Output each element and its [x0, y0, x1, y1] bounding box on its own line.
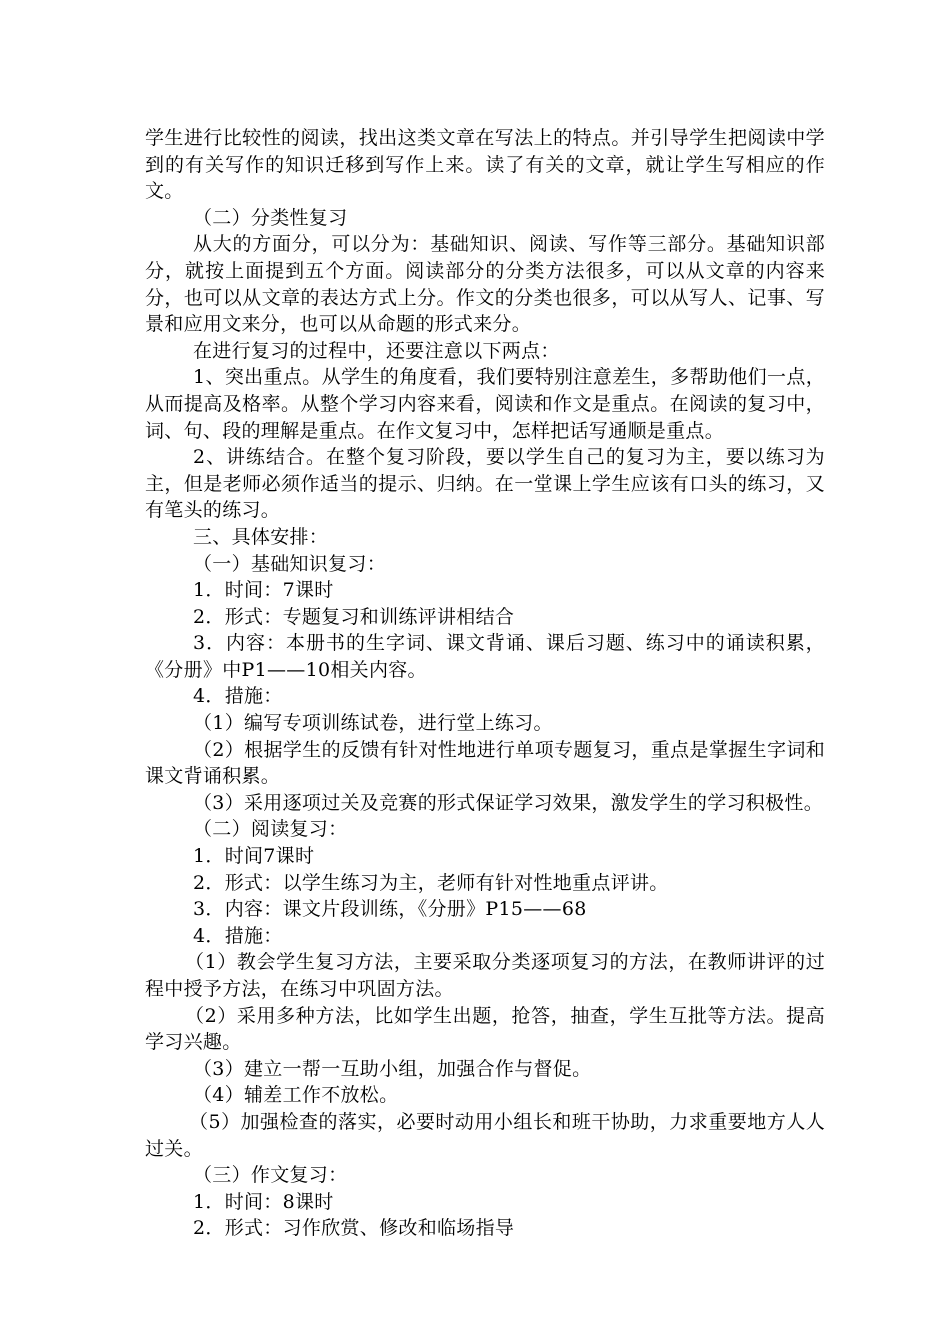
subheading-basic-knowledge: （一）基础知识复习：	[193, 552, 387, 575]
measure-item: （1）教会学生复习方法，主要采取分类逐项复习的方法，在教师讲评的过程中授予方法，在练习中巩固方法。	[145, 951, 825, 1000]
section-heading-classified-review: （二）分类性复习	[193, 206, 348, 229]
measure-item: （3）建立一帮一互助小组，加强合作与督促。	[193, 1057, 592, 1080]
paragraph-point-2: 2、讲练结合。在整个复习阶段，要以学生自己的复习为主，要以练习为主，但是老师必须作适当的提示、归纳。在一堂课上学生应该有口头的练习，又有笔头的练习。	[145, 446, 825, 522]
list-item-form: 2．形式：专题复习和训练评讲相结合	[193, 605, 515, 628]
paragraph-classification: 从大的方面分，可以分为：基础知识、阅读、写作等三部分。基础知识部分，就按上面提到五个方面。阅读部分的分类方法很多，可以从文章的内容来分，也可以从文章的表达方式上分。作文的分类也很多，可以从写人、记事、写景和应用文来分，也可以从命题的形式来分。	[145, 233, 825, 336]
measure-item: （4）辅差工作不放松。	[193, 1084, 399, 1107]
paragraph-point-1: 1、突出重点。从学生的角度看，我们要特别注意差生，多帮助他们一点，从而提高及格率。从整个学习内容来看，阅读和作文是重点。在阅读的复习中，词、句、段的理解是重点。在作文复习中，怎样把话写通顺是重点。	[145, 366, 825, 442]
measure-item: （5）加强检查的落实，必要时动用小组长和班干协助，力求重要地方人人过关。	[145, 1110, 825, 1160]
list-item-measures: 4．措施：	[193, 924, 283, 947]
list-item-time: 1．时间：7课时	[193, 579, 334, 602]
list-item-time: 1．时间7课时	[193, 845, 315, 868]
paragraph-two-points: 在进行复习的过程中，还要注意以下两点：	[193, 339, 560, 362]
measure-item: （2）采用多种方法，比如学生出题，抢答，抽查，学生互批等方法。提高学习兴趣。	[145, 1004, 825, 1054]
list-item-time: 1．时间：8课时	[193, 1190, 334, 1213]
subheading-composition-review: （三）作文复习：	[193, 1164, 348, 1187]
measure-item: （2）根据学生的反馈有针对性地进行单项专题复习，重点是掌握生字词和课文背诵积累。	[145, 738, 825, 788]
list-item-measures: 4．措施：	[193, 685, 283, 708]
document-body	[145, 125, 825, 1242]
list-item-content: 3．内容：课文片段训练，《分册》P15——68	[193, 898, 587, 921]
subheading-reading-review: （二）阅读复习：	[193, 818, 348, 841]
section-heading-arrangement: 三、具体安排：	[193, 525, 329, 548]
measure-item: （1）编写专项训练试卷，进行堂上练习。	[193, 712, 553, 735]
paragraph-continuation: 学生进行比较性的阅读，找出这类文章在写法上的特点。并引导学生把阅读中学到的有关写作的知识迁移到写作上来。读了有关的文章，就让学生写相应的作文。	[145, 127, 825, 203]
list-item-form: 2．形式：以学生练习为主，老师有针对性地重点评讲。	[193, 871, 669, 894]
list-item-form: 2．形式：习作欣赏、修改和临场指导	[193, 1217, 515, 1240]
list-item-content: 3．内容：本册书的生字词、课文背诵、课后习题、练习中的诵读积累，《分册》中P1——10相关内容。	[145, 632, 825, 681]
measure-item: （3）采用逐项过关及竞赛的形式保证学习效果，激发学生的学习积极性。	[193, 791, 823, 814]
